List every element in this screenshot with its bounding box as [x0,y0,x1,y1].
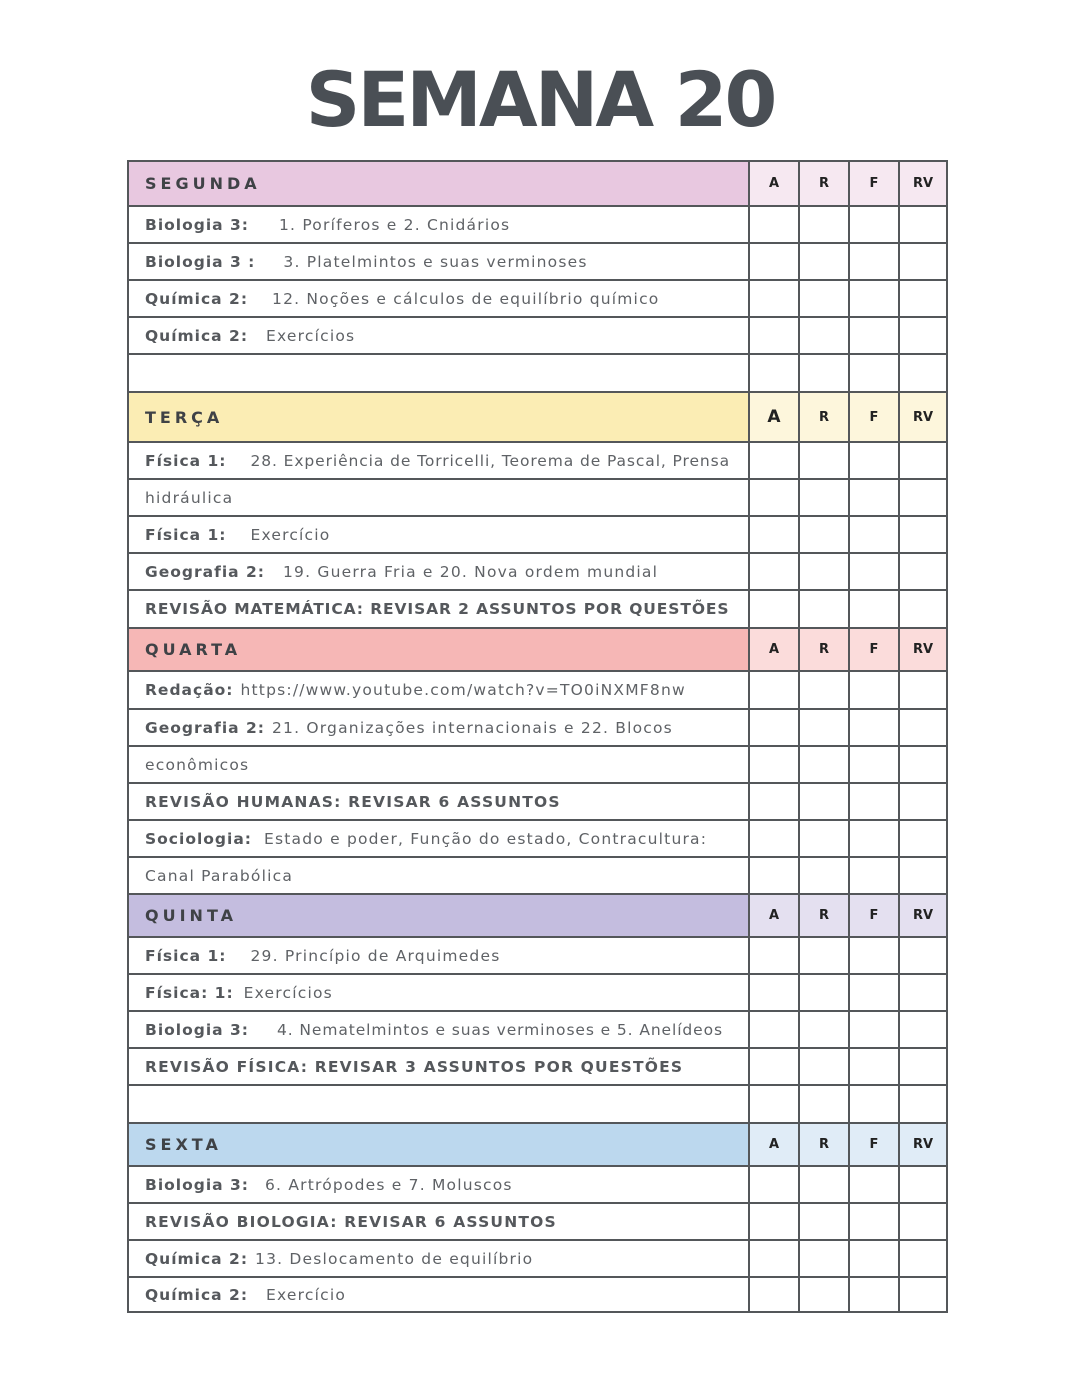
check-cell-f[interactable] [850,975,900,1010]
column-header-a: A [750,1124,800,1165]
check-cell-rv[interactable] [900,517,946,552]
check-cell-r[interactable] [800,975,850,1010]
check-cell-rv[interactable] [900,355,946,391]
day-label-cell [129,629,750,670]
check-cell-f[interactable] [850,480,900,515]
check-cell-r[interactable] [800,207,850,242]
topic-text: 21. Organizações internacionais e 22. Blocos [271,718,673,737]
column-header-f: F [850,1124,900,1165]
table-row [129,708,946,745]
check-cell-rv[interactable] [900,281,946,316]
subject-label: Redação: [145,681,234,699]
review-text: REVISÃO FÍSICA: REVISAR 3 ASSUNTOS POR QUESTÕES [145,1057,684,1076]
subject-label: Química 2: [145,1285,249,1304]
check-cell-rv[interactable] [900,938,946,973]
topic-text: Exercício [266,1285,347,1304]
check-cell-rv[interactable] [900,1012,946,1047]
column-header-a: A [750,162,800,205]
topic-text: econômicos [145,755,250,774]
check-cell-rv[interactable] [900,672,946,708]
check-cell-rv[interactable] [900,784,946,819]
check-cell-f[interactable] [850,821,900,856]
table-row [129,478,946,515]
topic-text: Exercício [250,525,331,544]
column-header-a: A [750,629,800,670]
empty-cell[interactable] [129,1086,750,1122]
check-cell-rv[interactable] [900,1278,946,1311]
weekly-planner-table [127,160,948,1313]
table-row [129,1276,946,1311]
check-cell-r[interactable] [800,1204,850,1239]
check-cell-rv[interactable] [900,1086,946,1122]
check-cell-a[interactable] [750,554,800,589]
check-cell-r[interactable] [800,784,850,819]
topic-text: 29. Princípio de Arquimedes [250,946,501,965]
column-header-r: R [800,895,850,936]
check-cell-rv[interactable] [900,710,946,745]
day-label-cell [129,895,750,936]
check-cell-a[interactable] [750,938,800,973]
check-cell-r[interactable] [800,938,850,973]
review-text: REVISÃO MATEMÁTICA: REVISAR 2 ASSUNTOS POR QUESTÕES [145,600,730,618]
check-cell-a[interactable] [750,1241,800,1276]
column-header-f: F [850,895,900,936]
check-cell-f[interactable] [850,1204,900,1239]
check-cell-r[interactable] [800,858,850,893]
check-cell-f[interactable] [850,938,900,973]
day-header-segunda [129,162,946,205]
table-row [129,279,946,316]
check-cell-f[interactable] [850,443,900,478]
check-cell-f[interactable] [850,672,900,708]
check-cell-r[interactable] [800,480,850,515]
day-name: SEGUNDA [145,174,261,193]
topic-text: https://www.youtube.com/watch?v=TO0iNXMF8nw [240,681,686,699]
check-cell-f[interactable] [850,858,900,893]
check-cell-rv[interactable] [900,821,946,856]
day-name: TERÇA [145,407,224,427]
subject-label: Física: 1: [145,983,234,1002]
day-name: SEXTA [145,1135,222,1154]
table-row [129,552,946,589]
table-row [129,973,946,1010]
check-cell-f[interactable] [850,554,900,589]
check-cell-rv[interactable] [900,554,946,589]
check-cell-r[interactable] [800,591,850,627]
check-cell-f[interactable] [850,1241,900,1276]
table-row [129,589,946,627]
check-cell-a[interactable] [750,1086,800,1122]
check-cell-f[interactable] [850,1012,900,1047]
check-cell-a[interactable] [750,207,800,242]
check-cell-rv[interactable] [900,1049,946,1084]
day-label-cell [129,393,750,441]
check-cell-r[interactable] [800,554,850,589]
column-header-f: F [850,629,900,670]
table-row [129,1239,946,1276]
check-cell-r[interactable] [800,244,850,279]
check-cell-r[interactable] [800,747,850,782]
column-header-rv: RV [900,629,946,670]
topic-text: 1. Poríferos e 2. Cnidários [279,215,511,234]
table-row [129,819,946,856]
check-cell-a[interactable] [750,672,800,708]
subject-label: Biologia 3: [145,215,249,234]
check-cell-r[interactable] [800,1012,850,1047]
column-header-rv: RV [900,1124,946,1165]
check-cell-rv[interactable] [900,318,946,353]
check-cell-f[interactable] [850,1086,900,1122]
column-header-r: R [800,393,850,441]
page-title: SEMANA 20 [305,55,775,144]
column-header-r: R [800,629,850,670]
column-header-f: F [850,162,900,205]
table-row [129,205,946,242]
check-cell-a[interactable] [750,480,800,515]
column-header-a: A [750,393,800,441]
check-cell-f[interactable] [850,281,900,316]
check-cell-f[interactable] [850,784,900,819]
check-cell-rv[interactable] [900,591,946,627]
subject-label: Geografia 2: [145,562,265,581]
table-row [129,1047,946,1084]
topic-text: hidráulica [145,488,234,507]
table-row [129,441,946,478]
topic-text: 28. Experiência de Torricelli, Teorema de Pascal, Prensa [250,451,731,470]
check-cell-a[interactable] [750,443,800,478]
topic-text: Estado e poder, Função do estado, Contracultura: [264,829,708,848]
check-cell-a[interactable] [750,517,800,552]
check-cell-rv[interactable] [900,1167,946,1202]
subject-label: Sociologia: [145,829,252,848]
check-cell-a[interactable] [750,591,800,627]
topic-text: 4. Nematelmintos e suas verminoses e 5. Anelídeos [277,1020,723,1039]
table-row [129,242,946,279]
table-row [129,936,946,973]
check-cell-r[interactable] [800,281,850,316]
check-cell-f[interactable] [850,207,900,242]
subject-label: Biologia 3 : [145,252,256,271]
check-cell-rv[interactable] [900,858,946,893]
check-cell-a[interactable] [750,355,800,391]
check-cell-r[interactable] [800,443,850,478]
check-cell-a[interactable] [750,1012,800,1047]
subject-label: Física 1: [145,946,227,965]
day-header-quarta [129,627,946,670]
column-header-r: R [800,1124,850,1165]
subject-label: Física 1: [145,451,227,470]
topic-text: 6. Artrópodes e 7. Moluscos [265,1175,513,1194]
check-cell-rv[interactable] [900,747,946,782]
topic-text: 19. Guerra Fria e 20. Nova ordem mundial [282,562,659,581]
check-cell-r[interactable] [800,355,850,391]
check-cell-f[interactable] [850,1278,900,1311]
check-cell-a[interactable] [750,244,800,279]
column-header-rv: RV [900,393,946,441]
check-cell-r[interactable] [800,318,850,353]
day-header-sexta [129,1122,946,1165]
topic-text: Exercícios [266,326,356,345]
table-row [129,782,946,819]
table-row [129,1010,946,1047]
table-row [129,745,946,782]
day-header-terca [129,391,946,441]
check-cell-r[interactable] [800,710,850,745]
table-row [129,1202,946,1239]
column-header-rv: RV [900,895,946,936]
check-cell-f[interactable] [850,1049,900,1084]
table-row [129,856,946,893]
topic-text: Canal Parabólica [145,866,294,885]
table-row [129,1165,946,1202]
check-cell-r[interactable] [800,672,850,708]
check-cell-f[interactable] [850,244,900,279]
check-cell-f[interactable] [850,318,900,353]
empty-row [129,353,946,391]
topic-text: 12. Noções e cálculos de equilíbrio químico [272,289,660,308]
check-cell-r[interactable] [800,1241,850,1276]
empty-cell[interactable] [129,355,750,391]
subject-label: Biologia 3: [145,1020,249,1039]
check-cell-r[interactable] [800,1167,850,1202]
check-cell-a[interactable] [750,710,800,745]
topic-text: 13. Deslocamento de equilíbrio [255,1249,534,1268]
check-cell-a[interactable] [750,975,800,1010]
column-header-rv: RV [900,162,946,205]
subject-label: Física 1: [145,525,227,544]
check-cell-rv[interactable] [900,207,946,242]
check-cell-a[interactable] [750,1049,800,1084]
check-cell-a[interactable] [750,858,800,893]
check-cell-rv[interactable] [900,1241,946,1276]
subject-label: Química 2: [145,1249,249,1268]
subject-label: Química 2: [145,326,249,345]
check-cell-rv[interactable] [900,1204,946,1239]
table-row [129,670,946,708]
check-cell-rv[interactable] [900,443,946,478]
table-row [129,316,946,353]
check-cell-rv[interactable] [900,975,946,1010]
subject-label: Química 2: [145,289,249,308]
subject-label: Geografia 2: [145,718,265,737]
table-row [129,515,946,552]
day-name: QUARTA [145,640,242,659]
check-cell-a[interactable] [750,747,800,782]
check-cell-a[interactable] [750,1204,800,1239]
column-header-r: R [800,162,850,205]
day-label-cell [129,1124,750,1165]
check-cell-r[interactable] [800,1049,850,1084]
check-cell-f[interactable] [850,517,900,552]
check-cell-a[interactable] [750,318,800,353]
column-header-f: F [850,393,900,441]
check-cell-rv[interactable] [900,480,946,515]
check-cell-f[interactable] [850,1167,900,1202]
check-cell-a[interactable] [750,821,800,856]
check-cell-a[interactable] [750,1278,800,1311]
check-cell-rv[interactable] [900,244,946,279]
day-header-quinta [129,893,946,936]
day-label-cell [129,162,750,205]
check-cell-a[interactable] [750,281,800,316]
topic-text: Exercícios [243,983,333,1002]
check-cell-r[interactable] [800,517,850,552]
check-cell-a[interactable] [750,784,800,819]
check-cell-f[interactable] [850,747,900,782]
subject-label: Biologia 3: [145,1175,249,1194]
empty-row [129,1084,946,1122]
check-cell-r[interactable] [800,1278,850,1311]
check-cell-r[interactable] [800,1086,850,1122]
column-header-a: A [750,895,800,936]
review-text: REVISÃO HUMANAS: REVISAR 6 ASSUNTOS [145,792,561,811]
day-name: QUINTA [145,906,237,925]
check-cell-f[interactable] [850,355,900,391]
check-cell-f[interactable] [850,710,900,745]
review-text: REVISÃO BIOLOGIA: REVISAR 6 ASSUNTOS [145,1212,557,1231]
check-cell-a[interactable] [750,1167,800,1202]
check-cell-f[interactable] [850,591,900,627]
topic-text: 3. Platelmintos e suas verminoses [283,252,588,271]
check-cell-r[interactable] [800,821,850,856]
